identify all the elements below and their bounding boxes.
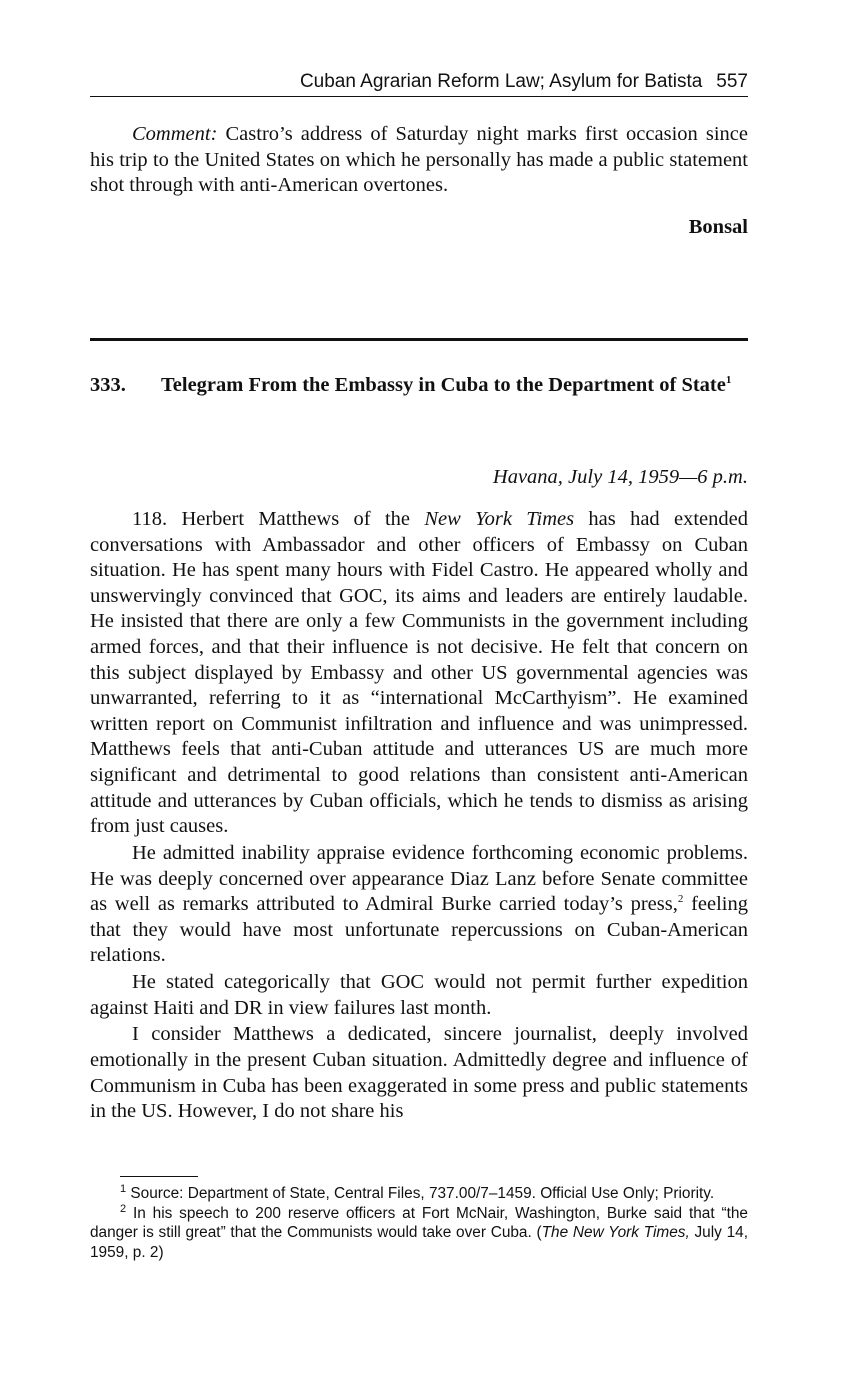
footnote-rule <box>120 1176 198 1177</box>
dateline: Havana, July 14, 1959—6 p.m. <box>492 466 748 488</box>
p1-text-b: has had extended conversations with Ambassador and other officers of Embassy on Cuban situation. He has spent many hours with Fidel Castro. He appeared wholly and unswervingly convinced that GOC, its aims and leaders are entirely laudable. He insisted that there are only a few Communists in the government including armed forces, and that their influence is not decisive. He felt that concern on this subject displayed by Embassy and other US governmental agencies was unwarranted, referring to it as “international McCarthyism”. He examined written report on Communist infiltration and influence and was unimpressed. Matthews feels that anti-Cuban attitude and utterances US are much more significant and detrimental to good relations than consistent anti-American attitude and utterances by Cuban officials, which he tends to dismiss as arising from just causes. <box>90 508 749 838</box>
footnote-1 <box>90 1184 748 1204</box>
footnote-2-marker: 2 <box>120 1202 127 1215</box>
body-paragraph-1 <box>90 507 748 840</box>
p2-text-b: feeling that they would have most unfortunate repercussions on Cuban-American relations. <box>90 893 748 967</box>
p1-publication: New York Times <box>424 508 575 530</box>
footnote-2 <box>90 1204 748 1263</box>
footnote-ref-2: 2 <box>677 893 684 906</box>
document-title-text: Telegram From the Embassy in Cuba to the Department of State <box>161 374 726 396</box>
body-paragraph-3: He stated categorically that GOC would not permit further expedition against Haiti and DR in view failures last month. <box>90 971 748 1019</box>
footnote-2-publication: The New York Times, <box>541 1224 690 1241</box>
running-head <box>90 68 748 97</box>
footnote-2-text-b: July 14, 1959, p. 2) <box>90 1224 748 1261</box>
footnote-2-text-a: In his speech to 200 reserve officers at Fort McNair, Washington, Burke said that “the danger is still great” that the Communists would take over Cuba. ( <box>90 1204 748 1241</box>
section-divider <box>90 338 748 341</box>
comment-text: Castro’s address of Saturday night marks first occasion since his trip to the United States on which he personally has made a public statement shot through with anti-American overtones. <box>90 123 748 197</box>
body-paragraph-4: I consider Matthews a dedicated, sincere journalist, deeply involved emotionally in the present Cuban situation. Admittedly degree and influence of Communism in Cuba has been exaggerated in some press and public statements in the US. However, I do not share his <box>90 1023 748 1123</box>
comment-label: Comment: <box>132 123 218 145</box>
running-head-title: Cuban Agrarian Reform Law; Asylum for Batista <box>299 71 703 92</box>
document-title <box>161 372 748 398</box>
telegram-body <box>90 507 748 1126</box>
page-number: 557 <box>716 71 748 92</box>
p2-text-a: He admitted inability appraise evidence forthcoming economic problems. He was deeply concerned over appearance Diaz Lanz before Senate committee as well as remarks attributed to Admiral Burke carried today’s press, <box>90 841 748 916</box>
signature: Bonsal <box>688 216 748 238</box>
p1-text-a: 118. Herbert Matthews of the <box>132 508 425 530</box>
document-heading <box>90 372 748 398</box>
footnote-1-marker: 1 <box>120 1182 127 1195</box>
comment-paragraph <box>90 122 748 199</box>
footnote-1-text: Source: Department of State, Central Files, 737.00/7–1459. Official Use Only; Priority. <box>126 1185 715 1202</box>
document-number: 333. <box>90 374 126 396</box>
footnotes <box>90 1184 748 1262</box>
footnote-ref-1: 1 <box>725 374 732 387</box>
body-paragraph-2 <box>90 841 748 969</box>
